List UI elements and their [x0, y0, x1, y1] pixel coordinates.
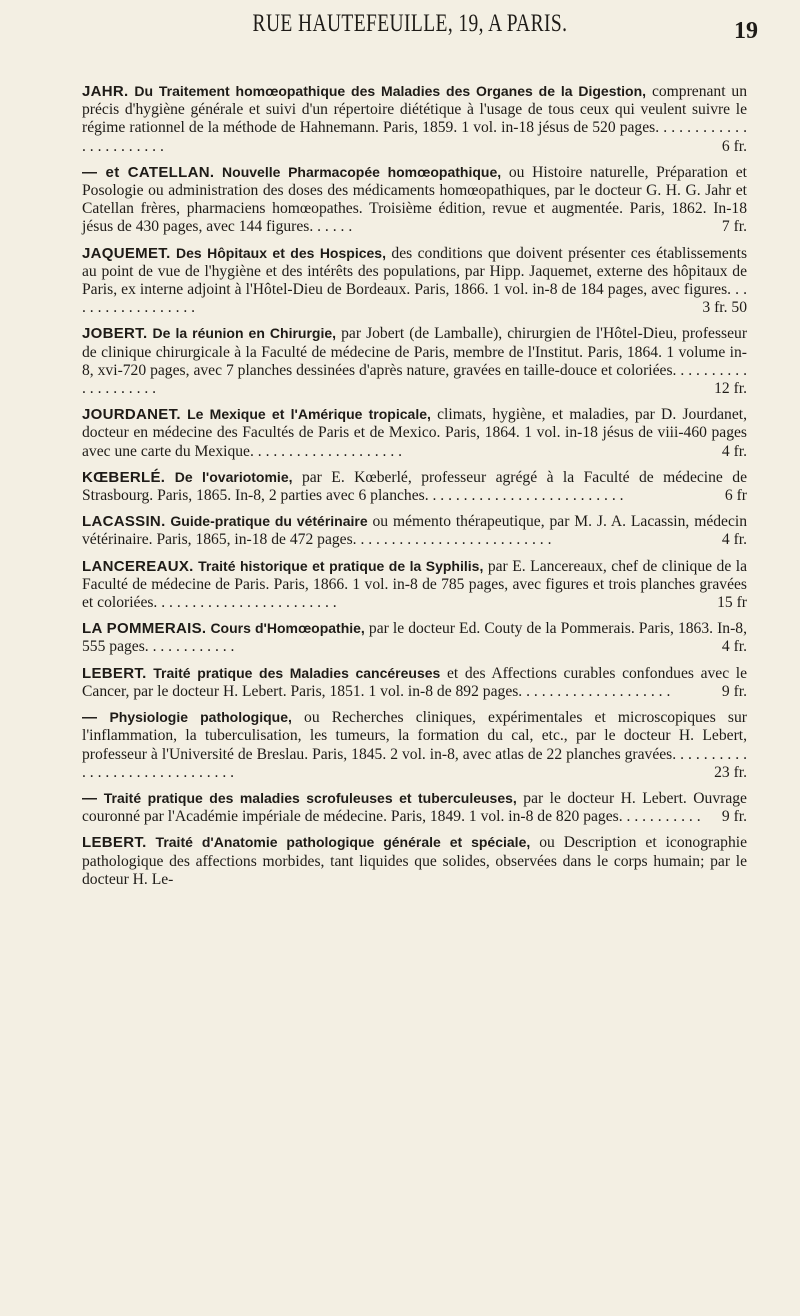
- catalogue-entry: [82, 557, 747, 613]
- entry-author: JOURDANET.: [82, 406, 181, 424]
- entry-price: 4 fr.: [721, 531, 747, 549]
- catalogue-entry: [82, 82, 747, 156]
- entry-price: 9 fr.: [721, 808, 747, 826]
- entry-body: par le docteur H. Lebert. Ouvrage couronné par l'Académie impériale de médecine. Paris, 1849. 1 vol. in-8 de 820 pages. . . . . . . . . . .: [82, 789, 747, 826]
- entry-title: Le Mexique et l'Amérique tropicale,: [187, 406, 431, 423]
- catalogue-entry: [82, 708, 747, 782]
- entry-author: KŒBERLÉ.: [82, 468, 166, 486]
- entry-body: par Jobert (de Lamballe), chirurgien de l'Hôtel-Dieu, professeur de clinique chirurgicale à la Faculté de médecine de Paris, membre de l'Institut. Paris, 1864. 1 volume in-8, xvi-720 pages, avec 7 planches dessinées d'après nature, gravées en taille-douce et coloriées. . . . . . . . . . . . . . . . . . . .: [82, 325, 748, 398]
- entry-author: LANCEREAUX.: [82, 557, 194, 575]
- entry-body: climats, hygiène, et maladies, par D. Jourdanet, docteur en médecine des Facultés de Paris et de Mexico. Paris, 1864. 1 vol. in-18 jésus de viii-460 pages avec une carte du Mexique. . . . . . . . . . . . . . . . . . . .: [82, 406, 747, 460]
- entry-title: Traité pratique des Maladies cancéreuses: [153, 664, 441, 681]
- entry-body: comprenant un précis d'hygiène générale et suivi d'un répertoire diététique à l'usage de tous ceux qui veulent suivre le régime rationnel de la méthode de Hahnemann. Paris, 1859. 1 vol. in-18 jésus de 520 pages. . . . . . . . . . . . . . . . . . . . . . .: [82, 83, 747, 155]
- entry-body: par E. Kœberlé, professeur agrégé à la Faculté de médecine de Strasbourg. Paris, 1865. In-8, 2 parties avec 6 planches. . . . . . . . . . . . . . . . . . . . . . . . . .: [82, 468, 748, 505]
- entry-body: ou Recherches cliniques, expérimentales et microscopiques sur l'inflammation, la tuberculisation, les tumeurs, la formation du cal, etc., par le docteur H. Lebert, professeur à l'Université de Breslau. Paris, 1845. 2 vol. in-8, avec atlas de 22 planches gravées. . . . . . . . . . . . . . . . . . . . . . . . . . . . . .: [82, 709, 747, 781]
- entry-price: 6 fr: [724, 487, 747, 505]
- entry-price: 7 fr.: [721, 218, 747, 236]
- entry-body: et des Affections curables confondues avec le Cancer, par le docteur H. Lebert. Paris, 1851. 1 vol. in-8 de 892 pages. . . . . . . . . . . . . . . . . . . .: [82, 664, 748, 700]
- catalogue-entry: [82, 405, 747, 461]
- entry-price: 3 fr. 50: [702, 299, 747, 317]
- entry-price: 23 fr.: [714, 763, 747, 781]
- entry-author: LEBERT.: [82, 834, 147, 852]
- catalogue-entry: [82, 244, 747, 318]
- page-number: 19: [734, 18, 758, 44]
- entry-title: Nouvelle Pharmacopée homœopathique,: [222, 163, 502, 180]
- catalogue-entry: [82, 324, 747, 398]
- entry-author: JAQUEMET.: [82, 244, 171, 262]
- entry-price: 4 fr.: [721, 638, 747, 656]
- entry-author: —: [82, 789, 98, 807]
- catalogue-entry: [82, 468, 747, 505]
- entry-author: JOBERT.: [82, 325, 148, 343]
- catalogue-entries: [82, 82, 747, 896]
- entry-title: Traité historique et pratique de la Syphilis,: [198, 557, 484, 574]
- entry-title: Traité pratique des maladies scrofuleuses et tuberculeuses,: [103, 789, 517, 806]
- entry-price: 6 fr.: [721, 137, 747, 155]
- entry-author: LEBERT.: [82, 664, 147, 682]
- entry-author: —: [82, 709, 98, 727]
- entry-title: Des Hôpitaux et des Hospices,: [176, 244, 386, 261]
- entry-body: ou mémento thérapeutique, par M. J. A. Lacassin, médecin vétérinaire. Paris, 1865, in-18 de 472 pages. . . . . . . . . . . . . . . . . . . . . . . . . .: [82, 513, 748, 549]
- entry-price: 12 fr.: [714, 380, 747, 398]
- catalogue-entry: [82, 833, 747, 889]
- entry-title: Du Traitement homœopathique des Maladies des Organes de la Digestion,: [134, 83, 647, 99]
- entry-author: JAHR.: [82, 83, 129, 100]
- entry-body: ou Histoire naturelle, Préparation et Posologie ou administration des doses des médicaments homœopathiques, par le docteur G. H. G. Jahr et Catellan frères, pharmaciens homœopathes. Troisième édition, revue et augmentée. Paris, 1862. In-18 jésus de 430 pages, avec 144 figures. . . . . .: [82, 163, 747, 236]
- entry-title: Cours d'Homœopathie,: [210, 620, 365, 637]
- entry-body: des conditions que doivent présenter ces établissements au point de vue de l'hygiène et des intérêts des populations, par Hipp. Jaquemet, externe des hôpitaux de Paris, ex interne adjoint à l'Hôtel-Dieu de Bordeaux. Paris, 1866. 1 vol. in-8 de 184 pages, avec figures. . . . . . . . . . . . . . . . . .: [82, 244, 748, 317]
- running-title: RUE HAUTEFEUILLE, 19, A PARIS.: [252, 10, 568, 37]
- catalogue-entry: [82, 512, 747, 549]
- entry-author: — et CATELLAN.: [82, 163, 215, 181]
- entry-title: Physiologie pathologique,: [109, 709, 292, 726]
- catalogue-entry: [82, 163, 747, 237]
- entry-body: ou Description et iconographie pathologique des affections morbides, tant liquides que solides, observées dans le corps humain; par le docteur H. Le-: [82, 834, 747, 888]
- entry-author: LACASSIN.: [82, 513, 166, 531]
- catalogue-entry: [82, 619, 747, 656]
- entry-price: 15 fr: [717, 594, 747, 612]
- entry-price: 4 fr.: [721, 442, 747, 460]
- entry-title: Traité d'Anatomie pathologique générale et spéciale,: [155, 834, 531, 851]
- catalogue-entry: [82, 789, 747, 826]
- entry-price: 9 fr.: [721, 682, 747, 700]
- entry-body: par E. Lancereaux, chef de clinique de la Faculté de médecine de Paris. Paris, 1866. 1 vol. in-8 de 785 pages, avec figures et trois planches gravées et coloriées. . . . . . . . . . . . . . . . . . . . . . . .: [82, 557, 747, 612]
- entry-title: De l'ovariotomie,: [174, 468, 293, 485]
- entry-title: De la réunion en Chirurgie,: [152, 325, 337, 342]
- entry-title: Guide-pratique du vétérinaire: [170, 513, 368, 530]
- catalogue-entry: [82, 664, 747, 701]
- entry-author: LA POMMERAIS.: [82, 620, 207, 638]
- page-header: [60, 8, 760, 42]
- entry-body: par le docteur Ed. Couty de la Pommerais. Paris, 1863. In-8, 555 pages. . . . . . . . . . . .: [82, 620, 747, 656]
